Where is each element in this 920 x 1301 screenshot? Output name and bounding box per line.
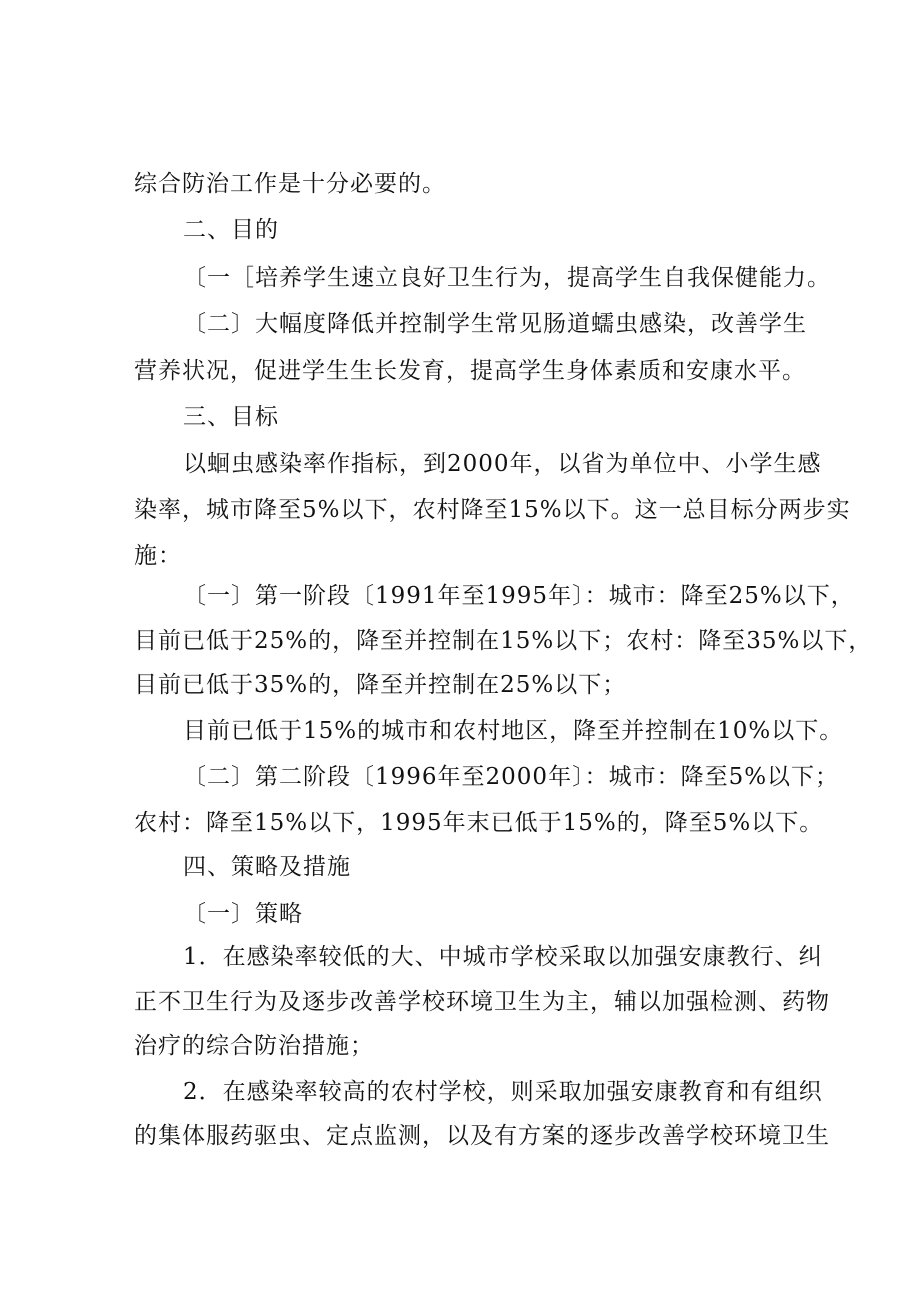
- text-line: 染率，城市降至5%以下，农村降至15%以下。这一总目标分两步实: [134, 497, 851, 523]
- text-line: 营养状况，促进学生生长发育，提高学生身体素质和安康水平。: [134, 358, 806, 384]
- text-line: 以蛔虫感染率作指标，到2000年，以省为单位中、小学生感: [183, 451, 822, 477]
- text-line: 1．在感染率较低的大、中城市学校采取以加强安康教行、纠: [183, 944, 823, 970]
- text-line: 目前已低于15%的城市和农村地区，降至并控制在10%以下。: [183, 718, 844, 744]
- text-line: 的集体服药驱虫、定点监测，以及有方案的逐步改善学校环境卫生: [134, 1123, 830, 1149]
- text-line: 正不卫生行为及逐步改善学校环境卫生为主，辅以加强检测、药物: [134, 989, 830, 1015]
- section-heading: 三、目标: [183, 404, 279, 430]
- text-line: 综合防治工作是十分必要的。: [134, 171, 446, 197]
- text-line: 〔二〕第二阶段〔1996年至2000年〕：城市：降至5%以下；: [183, 764, 840, 790]
- text-line: 2．在感染率较高的农村学校，则采取加强安康教育和有组织: [183, 1079, 823, 1105]
- text-line: 目前已低于25%的，降至并控制在15%以下；农村：降至35%以下，: [134, 628, 873, 654]
- text-line: 〔一〕第一阶段〔1991年至1995年〕：城市：降至25%以下，: [183, 583, 855, 609]
- text-line: 施：: [134, 543, 182, 569]
- text-line: 〔二〕大幅度降低并控制学生常见肠道蠕虫感染，改善学生: [183, 311, 807, 337]
- text-line: 〔一［培养学生速立良好卫生行为，提高学生自我保健能力。: [183, 265, 831, 291]
- text-line: 农村：降至15%以下，1995年末已低于15%的，降至5%以下。: [134, 810, 824, 836]
- section-heading: 四、策略及措施: [183, 854, 351, 880]
- section-heading: 二、目的: [183, 217, 279, 243]
- text-line: 治疗的综合防治措施；: [134, 1033, 374, 1059]
- subsection-heading: 〔一〕策略: [183, 901, 303, 927]
- text-line: 目前已低于35%的，降至并控制在25%以下；: [134, 672, 627, 698]
